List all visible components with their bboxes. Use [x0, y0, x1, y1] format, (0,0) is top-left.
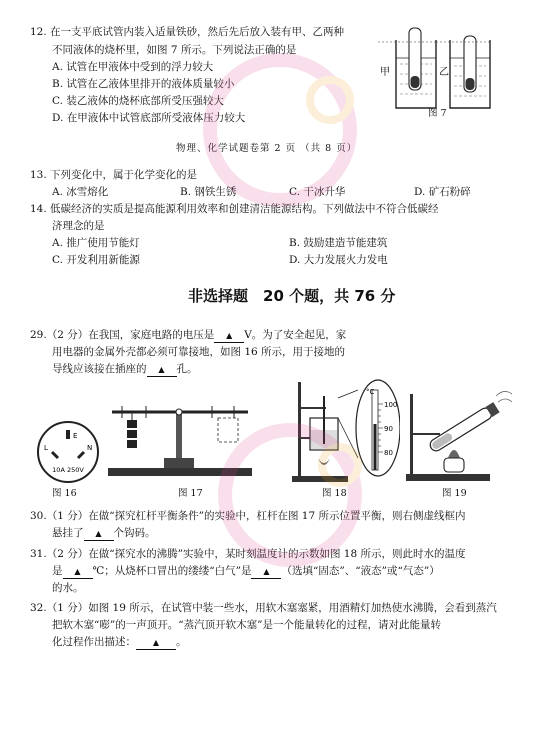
q31-text-2b: ℃；从烧杯口冒出的缕缕“白气”是: [92, 565, 252, 577]
q31-line3: 的水。: [52, 582, 84, 594]
beaker-yi: [450, 36, 490, 108]
figure-18-boiling: [280, 378, 400, 488]
thermo-tick-90: 90: [384, 425, 393, 433]
blank-marker: ▲: [226, 331, 233, 340]
blank-marker: ▲: [74, 567, 81, 576]
q29-text-3a: 导线应该接在插座的: [52, 363, 147, 375]
q32-line2: 把软木塞“嘭”的一声顶开。“蒸汽顶开软木塞”是一个能量转化的过程，请对此能量转: [52, 619, 441, 631]
q29-line2: 用电器的金属外壳都必须可靠接地，如图 16 所示，用于接地的: [52, 346, 346, 358]
fig7-label-yi: 乙: [439, 67, 449, 78]
figure-17-lever: [102, 396, 258, 480]
q32-text-3b: 。: [176, 636, 187, 648]
q14-stem-line1: 14. 低碳经济的实质是提高能源利用效率和创建清洁能源结构。下列做法中不符合低碳经: [30, 203, 439, 215]
q30-text-2a: 悬挂了: [52, 527, 84, 539]
blank-marker: ▲: [158, 365, 165, 374]
q32-blank-description: [136, 636, 176, 650]
q31-text-2a: 是: [52, 565, 63, 577]
q13-option-c: C. 干冰升华: [289, 186, 346, 198]
q13-option-b: B. 钢铁生锈: [180, 186, 237, 198]
section-title: 非选择题 20 个题，共 76 分: [188, 287, 396, 305]
fig17-caption: 图 17: [178, 488, 203, 499]
q30-line1: 30.（1 分）在做“探究杠杆平衡条件”的实验中，杠杆在图 17 所示位置平衡，则右侧虚线框内: [30, 510, 466, 522]
q12-option-d: D. 在甲液体中试管底部所受液体压力较大: [52, 112, 246, 124]
q29-blank-voltage: [214, 329, 244, 343]
figure-19-test-tube: [400, 380, 516, 484]
fig19-caption: 图 19: [442, 488, 467, 499]
q30-text-2b: 个钩码。: [113, 527, 156, 539]
blank-marker: ▲: [152, 638, 160, 647]
q30-line2: [52, 525, 156, 541]
q29-text-1a: 29.（2 分）在我国，家庭电路的电压是: [30, 329, 215, 341]
socket-rating: 10A 250V: [52, 466, 84, 474]
q12-stem-line2: 不同液体的烧杯里，如图 7 所示。下列说法正确的是: [52, 44, 297, 56]
q32-line1: 32.（1 分）如图 19 所示，在试管中装一些水，用软木塞塞紧，用酒精灯加热使水沸腾，会看到蒸汽: [30, 602, 497, 614]
q12-stem-line1: 12. 在一支平底试管内装入适量铁砂，然后先后放入装有甲、乙两种: [30, 26, 345, 38]
q13-option-a: A. 冰雪熔化: [52, 186, 109, 198]
q31-blank-state: [251, 565, 281, 579]
q14-option-a: A. 推广使用节能灯: [52, 237, 140, 249]
page-footer: 物理、化学试题卷第 2 页 （共 8 页）: [176, 143, 358, 154]
q31-line2: [52, 563, 440, 579]
q29-text-1b: V。为了安全起见，家: [244, 329, 347, 341]
socket-label-n: N: [87, 444, 93, 452]
fig7-label-jia: 甲: [380, 67, 390, 78]
q30-blank-hooks: [84, 527, 114, 541]
q29-line1: [30, 327, 346, 343]
q13-stem: 13. 下列变化中，属于化学变化的是: [30, 169, 198, 181]
q12-option-b: B. 试管在乙液体里排开的液体质量较小: [52, 78, 235, 90]
q29-blank-hole: [147, 363, 177, 377]
thermo-tick-100: 100: [384, 401, 398, 409]
q31-blank-temperature: [63, 565, 93, 579]
q12-option-c: C. 装乙液体的烧杯底部所受压强较大: [52, 95, 224, 107]
blank-marker: ▲: [263, 567, 270, 576]
fig16-caption: 图 16: [52, 488, 77, 499]
blank-marker: ▲: [95, 529, 102, 538]
q12-option-a: A. 试管在甲液体中受到的浮力较大: [52, 61, 214, 73]
q14-option-b: B. 鼓励建造节能建筑: [289, 237, 388, 249]
thermo-unit: °C: [366, 388, 375, 396]
q14-option-d: D. 大力发展火力发电: [289, 254, 388, 266]
q14-stem-line2: 济理念的是: [52, 220, 105, 232]
beaker-jia: [396, 28, 436, 108]
socket-label-e: E: [73, 432, 78, 440]
q29-text-3b: 孔。: [176, 363, 198, 375]
thermo-tick-80: 80: [384, 449, 393, 457]
q31-text-2c: （选填“固态”、“液态”或“气态”）: [281, 565, 440, 577]
q14-option-c: C. 开发利用新能源: [52, 254, 140, 266]
q32-line3: [52, 634, 187, 650]
fig18-caption: 图 18: [322, 488, 347, 499]
socket-label-l: L: [44, 444, 48, 452]
fig7-caption: 图 7: [428, 108, 447, 119]
figure-16-socket: [30, 420, 106, 484]
q29-line3: [52, 361, 198, 377]
q31-line1: 31.（2 分）在做“探究水的沸腾”实验中，某时刻温度计的示数如图 18 所示，则此时水的温度: [30, 548, 466, 560]
q13-option-d: D. 矿石粉碎: [414, 186, 471, 198]
q32-text-3a: 化过程作出描述：: [52, 636, 136, 648]
